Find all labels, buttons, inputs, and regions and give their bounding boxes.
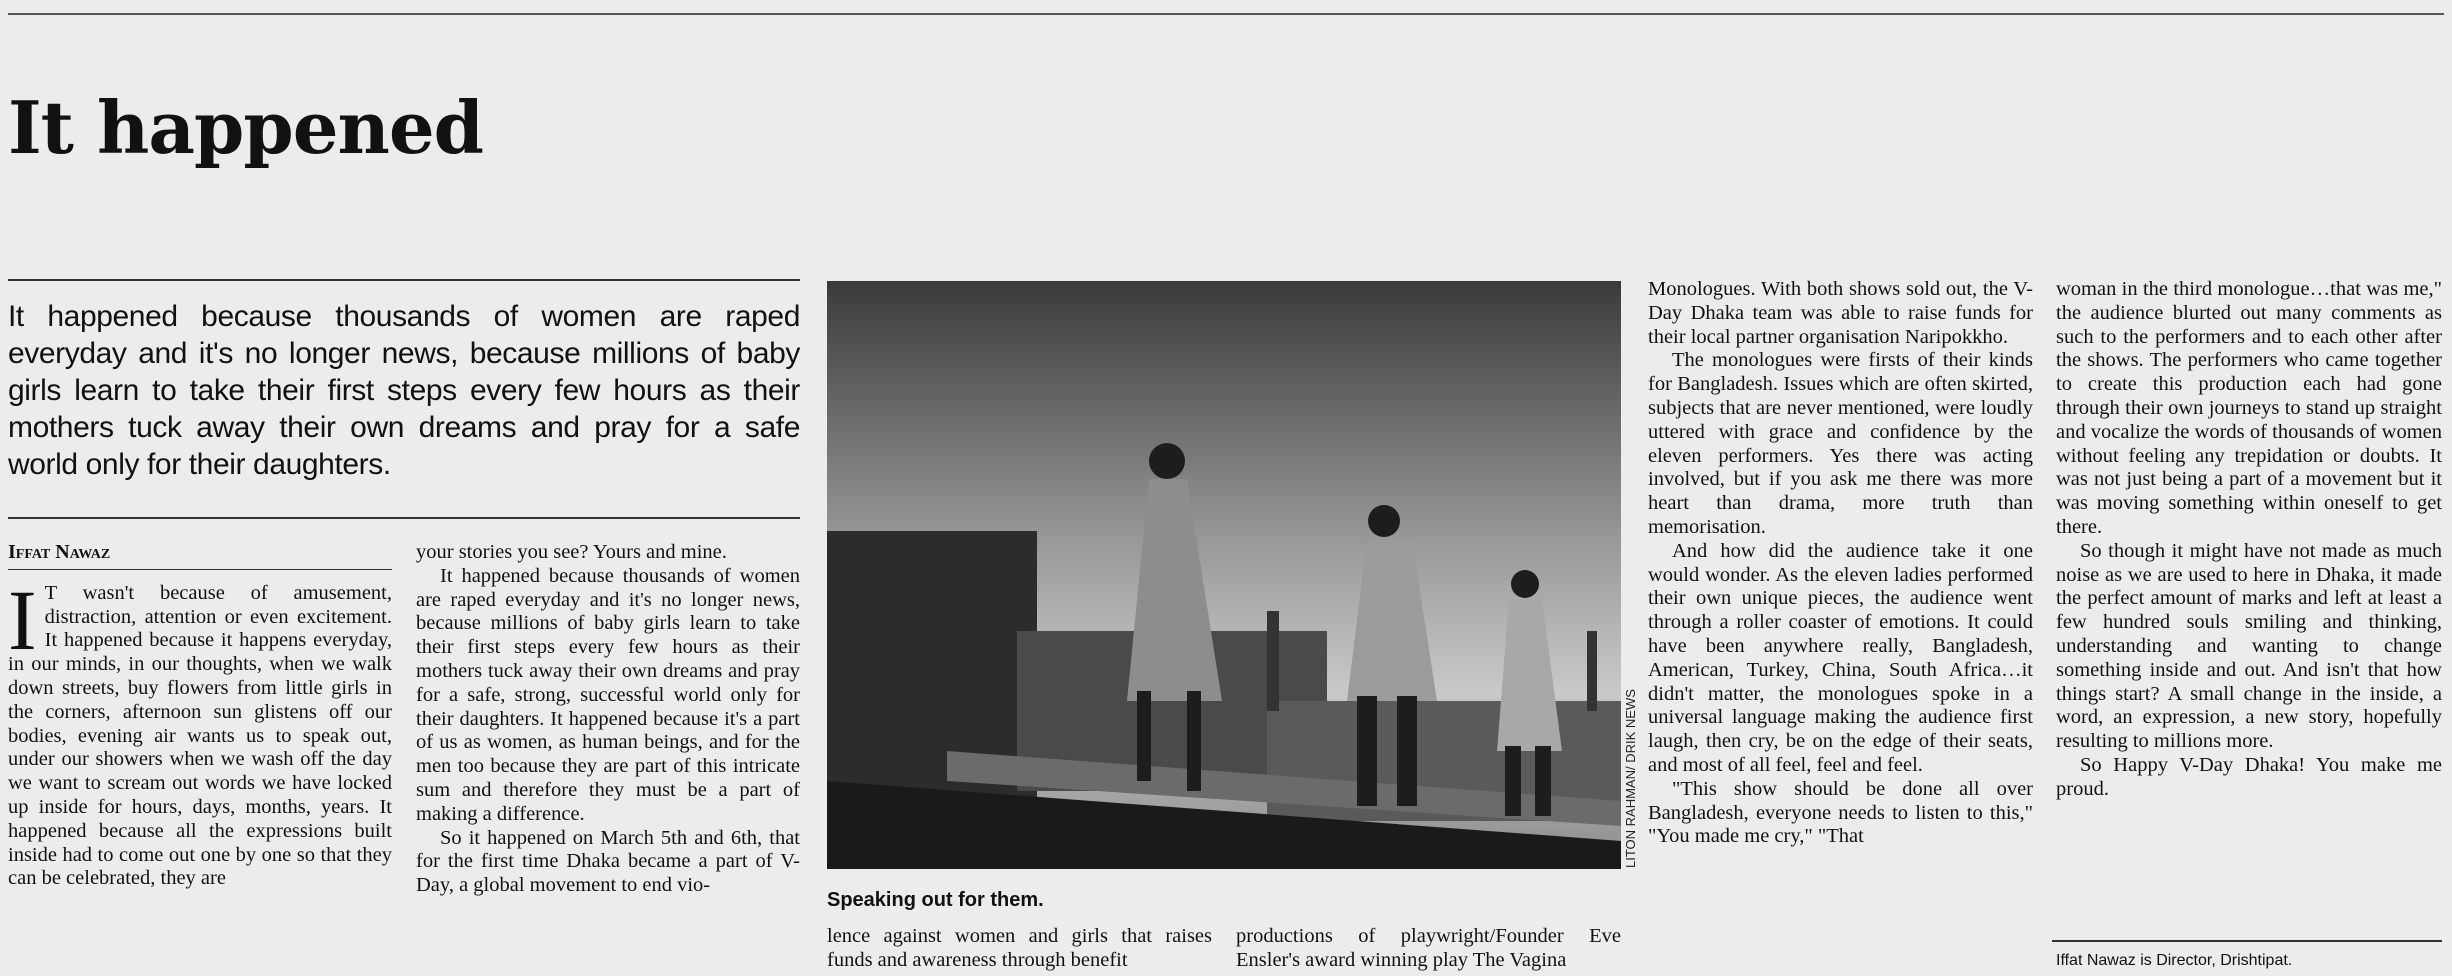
- article-paragraph: And how did the audience take it one would wonder. As the eleven ladies performed their own unique pieces, the audience went through a roller coaster of emotions. It could have been anywhere really, Bangladesh, American, Turkey, China, South Africa…it didn't matter, the monologues spoke in a universal language making the audience first laugh, then cry, be on the edge of their seats, and most of all feel, feel and feel.: [1648, 539, 2033, 776]
- article-paragraph: So though it might have not made as much noise as we are used to here in Dhaka, it made the perfect amount of marks and left at least a few hundred souls smiling and thinking, understanding and wanting to change something inside and out. And isn't that how things start? A small change in the inside, a word, an expression, a new story, hopefully resulting to millions more.: [2056, 539, 2442, 753]
- article-paragraph: productions of playwright/Founder Eve Ensler's award winning play The Vagina: [1236, 925, 1621, 971]
- article-column-5: [1648, 278, 2033, 976]
- article-paragraph: So Happy V-Day Dhaka! You make me proud.: [2056, 753, 2442, 800]
- paragraph-text: T wasn't because of amusement, distraction, attention or even excitement. It happened because it happens everyday, in our minds, in our thoughts, when we walk down streets, buy flowers from little girls in the corners, afternoon sun glistens off our bodies, evening air wants us to speak out, under our showers when we wash off the day we want to scream out words we have locked up inside for hours, days, months, years. It happened because all the expressions built inside had to come out one by one so that they can be celebrated, they are: [8, 581, 392, 890]
- byline: Iffat Nawaz: [8, 541, 392, 570]
- article-paragraph: "This show should be done all over Bangladesh, everyone needs to listen to this," "You made me cry," "That: [1648, 777, 2033, 848]
- article-column-4: [1236, 925, 1621, 976]
- deck-top-rule: [8, 279, 800, 281]
- deck-bottom-rule: [8, 517, 800, 519]
- article-paragraph: woman in the third monologue…that was me," the audience blurted out many comments as such to the performers and to each other after the shows. The performers who came together to create this production each had gone through their own journeys to stand up straight and vocalize the words of thousands of women without feeling any trepidation or doubts. It was not just being a part of a movement but it was moving something within oneself to get there.: [2056, 278, 2442, 538]
- article-column-3: [827, 925, 1212, 976]
- news-photo: [827, 281, 1621, 869]
- article-column-2: [416, 541, 800, 976]
- photo-caption: Speaking out for them.: [827, 889, 1044, 911]
- end-rule: [2052, 940, 2442, 942]
- article-paragraph: lence against women and girls that raises funds and awareness through benefit: [827, 925, 1212, 971]
- top-rule: [8, 13, 2444, 15]
- photo-credit: LITON RAHMAN/ DRIK NEWS: [1623, 689, 1638, 868]
- drop-cap: I: [8, 571, 37, 668]
- article-paragraph: The monologues were firsts of their kinds for Bangladesh. Issues which are often skirted, subjects that are never mentioned, were loudly uttered with grace and confidence by the eleven performers. Yes there was acting involved, but if you ask me there was more heart than drama, more truth than memorisation.: [1648, 349, 2033, 538]
- article-paragraph: your stories you see? Yours and mine.: [416, 541, 727, 563]
- article-paragraph: Monologues. With both shows sold out, the V-Day Dhaka team was able to raise funds for their local partner organisation Naripokkho.: [1648, 278, 2033, 348]
- article-column-6: [2056, 278, 2442, 928]
- author-tagline: Iffat Nawaz is Director, Drishtipat.: [2056, 952, 2293, 969]
- photo-illustration: [827, 281, 1621, 869]
- article-column-1: [8, 541, 392, 976]
- headline: It happened: [8, 85, 483, 170]
- deck-summary: It happened because thousands of women are raped everyday and it's no longer news, because millions of baby girls learn to take their first steps every few hours as their mothers tuck away their own dreams and pray for a safe world only for their daughters.: [8, 300, 800, 481]
- article-paragraph: [8, 571, 392, 891]
- article-paragraph: It happened because thousands of women are raped everyday and it's no longer news, because millions of baby girls learn to take their first steps every few hours as their mothers tuck away their own dreams and pray for a safe, strong, successful world only for their daughters. It happened because it's a part of us as women, as human beings, and for the men too because they are part of this intricate sum and therefore they must be a part of making a difference.: [416, 564, 800, 825]
- article-paragraph: So it happened on March 5th and 6th, that for the first time Dhaka became a part of V-Day, a global movement to end vio-: [416, 826, 800, 897]
